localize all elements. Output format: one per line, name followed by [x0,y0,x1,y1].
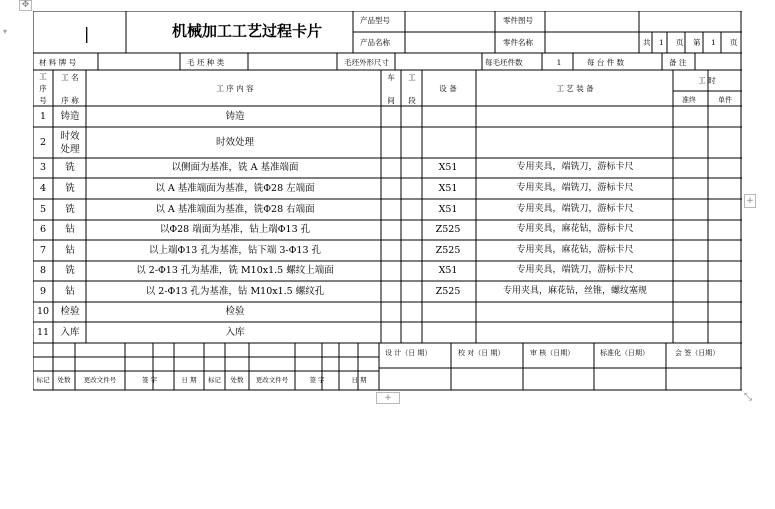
op-equipment: Z525 [435,286,461,297]
op-no: 2 [39,137,47,148]
signoff-review: 审 核（日期） [530,349,575,357]
col-op-name-2: 序 称 [61,96,79,105]
table-grid-lines [33,11,742,391]
op-no: 9 [39,286,47,297]
col-op-content: 工 序 内 容 [216,84,254,93]
product-model-label: 产品型号 [360,16,390,25]
op-no: 10 [36,306,50,317]
op-no: 7 [39,245,47,256]
col-time: 工 时 [698,76,716,85]
revision-label: 标记 [36,376,50,384]
parts-per-blank-label: 每毛坯件数 [485,58,523,67]
table-move-handle[interactable]: ✥ [19,0,32,11]
remarks-label: 备 注 [669,58,687,67]
col-op-no-3: 号 [39,96,47,105]
parts-per-unit-label: 每 台 件 数 [587,58,625,67]
col-op-no-1: 工 [39,72,47,81]
total-pages-unit: 页 [676,38,684,47]
revision-label: 日 期 [181,376,197,384]
op-equipment: X51 [438,183,458,194]
blank-type-label: 毛 坯 种 类 [187,58,225,67]
op-no: 1 [39,111,47,122]
op-name: 铸造 [60,111,80,122]
page-no-label: 第 [693,38,701,47]
revision-label: 日 期 [351,376,367,384]
op-tooling: 专用夹具，端铣刀，游标卡尺 [516,162,634,172]
table-resize-handle[interactable]: ⤡ [744,392,752,403]
col-workshop-2: 间 [387,96,395,105]
op-equipment: Z525 [435,245,461,256]
blank-dims-label: 毛坯外形尺寸 [344,58,389,67]
margin-caret-icon: ▾ [3,27,8,36]
revision-label: 标记 [208,376,221,384]
op-tooling: 专用夹具，麻花钻，游标卡尺 [516,224,634,234]
add-column-button[interactable]: + [744,194,756,208]
col-tooling: 工 艺 装 备 [556,84,594,93]
parts-per-blank-value: 1 [556,58,562,67]
op-name: 铣 [65,204,75,215]
total-pages-value: 1 [659,38,664,47]
op-content: 检验 [225,306,245,317]
col-workshop-1: 车 [387,73,395,82]
col-section-2: 段 [408,96,416,105]
signoff-proofread: 校 对（日 期） [458,349,505,357]
part-drawing-no-label: 零件图号 [503,16,533,25]
op-equipment: X51 [438,162,458,173]
total-pages-label: 共 [643,38,651,47]
op-content: 以上端Φ13 孔为基准，钻下端 3-Φ13 孔 [148,245,322,256]
op-name: 钻 [65,286,75,297]
op-content: 时效处理 [215,137,255,148]
op-name: 入库 [60,327,80,338]
op-equipment: X51 [438,265,458,276]
col-equipment: 设 备 [439,84,457,93]
card-title: 机械加工工艺过程卡片 [171,22,323,40]
op-tooling: 专用夹具，麻花钻，丝锥，螺纹塞规 [502,286,648,296]
op-tooling: 专用夹具，麻花钻，游标卡尺 [516,245,634,255]
op-name: 检验 [60,306,80,317]
op-content: 以 2-Φ13 孔为基准，铣 M10x1.5 螺纹上端面 [136,265,334,276]
op-tooling: 专用夹具，端铣刀，游标卡尺 [516,265,634,275]
page-no-unit: 页 [730,38,738,47]
op-name-cont: 处理 [60,144,80,155]
op-no: 5 [39,204,47,215]
op-name: 时效 [60,131,80,142]
op-no: 8 [39,265,47,276]
op-content: 以侧面为基准，铣 A 基准端面 [171,162,299,173]
op-content: 入库 [225,327,245,338]
revision-label: 签 字 [141,376,158,384]
op-equipment: Z525 [435,224,461,235]
col-unit-time: 单件 [718,96,732,104]
op-no: 6 [39,224,47,235]
cursor-mark: | [84,24,90,43]
page-no-value: 1 [711,38,716,47]
op-no: 3 [39,162,47,173]
op-name: 铣 [65,162,75,173]
op-tooling: 专用夹具，端铣刀，游标卡尺 [516,183,634,193]
op-no: 11 [36,327,50,338]
col-op-no-2: 序 [39,84,47,93]
op-equipment: X51 [438,204,458,215]
op-name: 铣 [65,265,75,276]
revision-label: 更改文件号 [255,376,289,384]
revision-label: 签 字 [309,376,325,384]
op-tooling: 专用夹具，端铣刀，游标卡尺 [516,204,634,214]
revision-label: 处数 [230,376,244,384]
op-content: 以 A 基准端面为基准，铣Φ28 右端面 [155,204,315,215]
op-content: 以 A 基准端面为基准，铣Φ28 左端面 [155,183,315,194]
op-name: 钻 [65,245,75,256]
signoff-countersign: 会 签（日期） [675,349,720,357]
process-card-table [33,11,742,391]
part-name-label: 零件名称 [503,38,533,47]
material-no-label: 材 料 牌 号 [39,58,77,67]
col-prep-time: 准终 [682,96,696,104]
op-content: 以 2-Φ13 孔为基准，钻 M10x1.5 螺纹孔 [145,286,325,297]
col-op-name-1: 工 名 [61,73,79,82]
op-content: 铸造 [225,111,245,122]
signoff-standardize: 标准化（日期） [600,349,649,357]
op-no: 4 [39,183,47,194]
product-name-label: 产品名称 [360,38,390,47]
col-section-1: 工 [408,73,416,82]
revision-label: 更改文件号 [83,376,117,384]
revision-label: 处数 [57,376,71,384]
op-name: 钻 [65,224,75,235]
signoff-design: 设 计（日 期） [385,349,432,357]
add-row-button[interactable]: + [376,392,400,404]
op-name: 铣 [65,183,75,194]
op-content: 以Φ28 端面为基准，钻上端Φ13 孔 [159,224,311,235]
